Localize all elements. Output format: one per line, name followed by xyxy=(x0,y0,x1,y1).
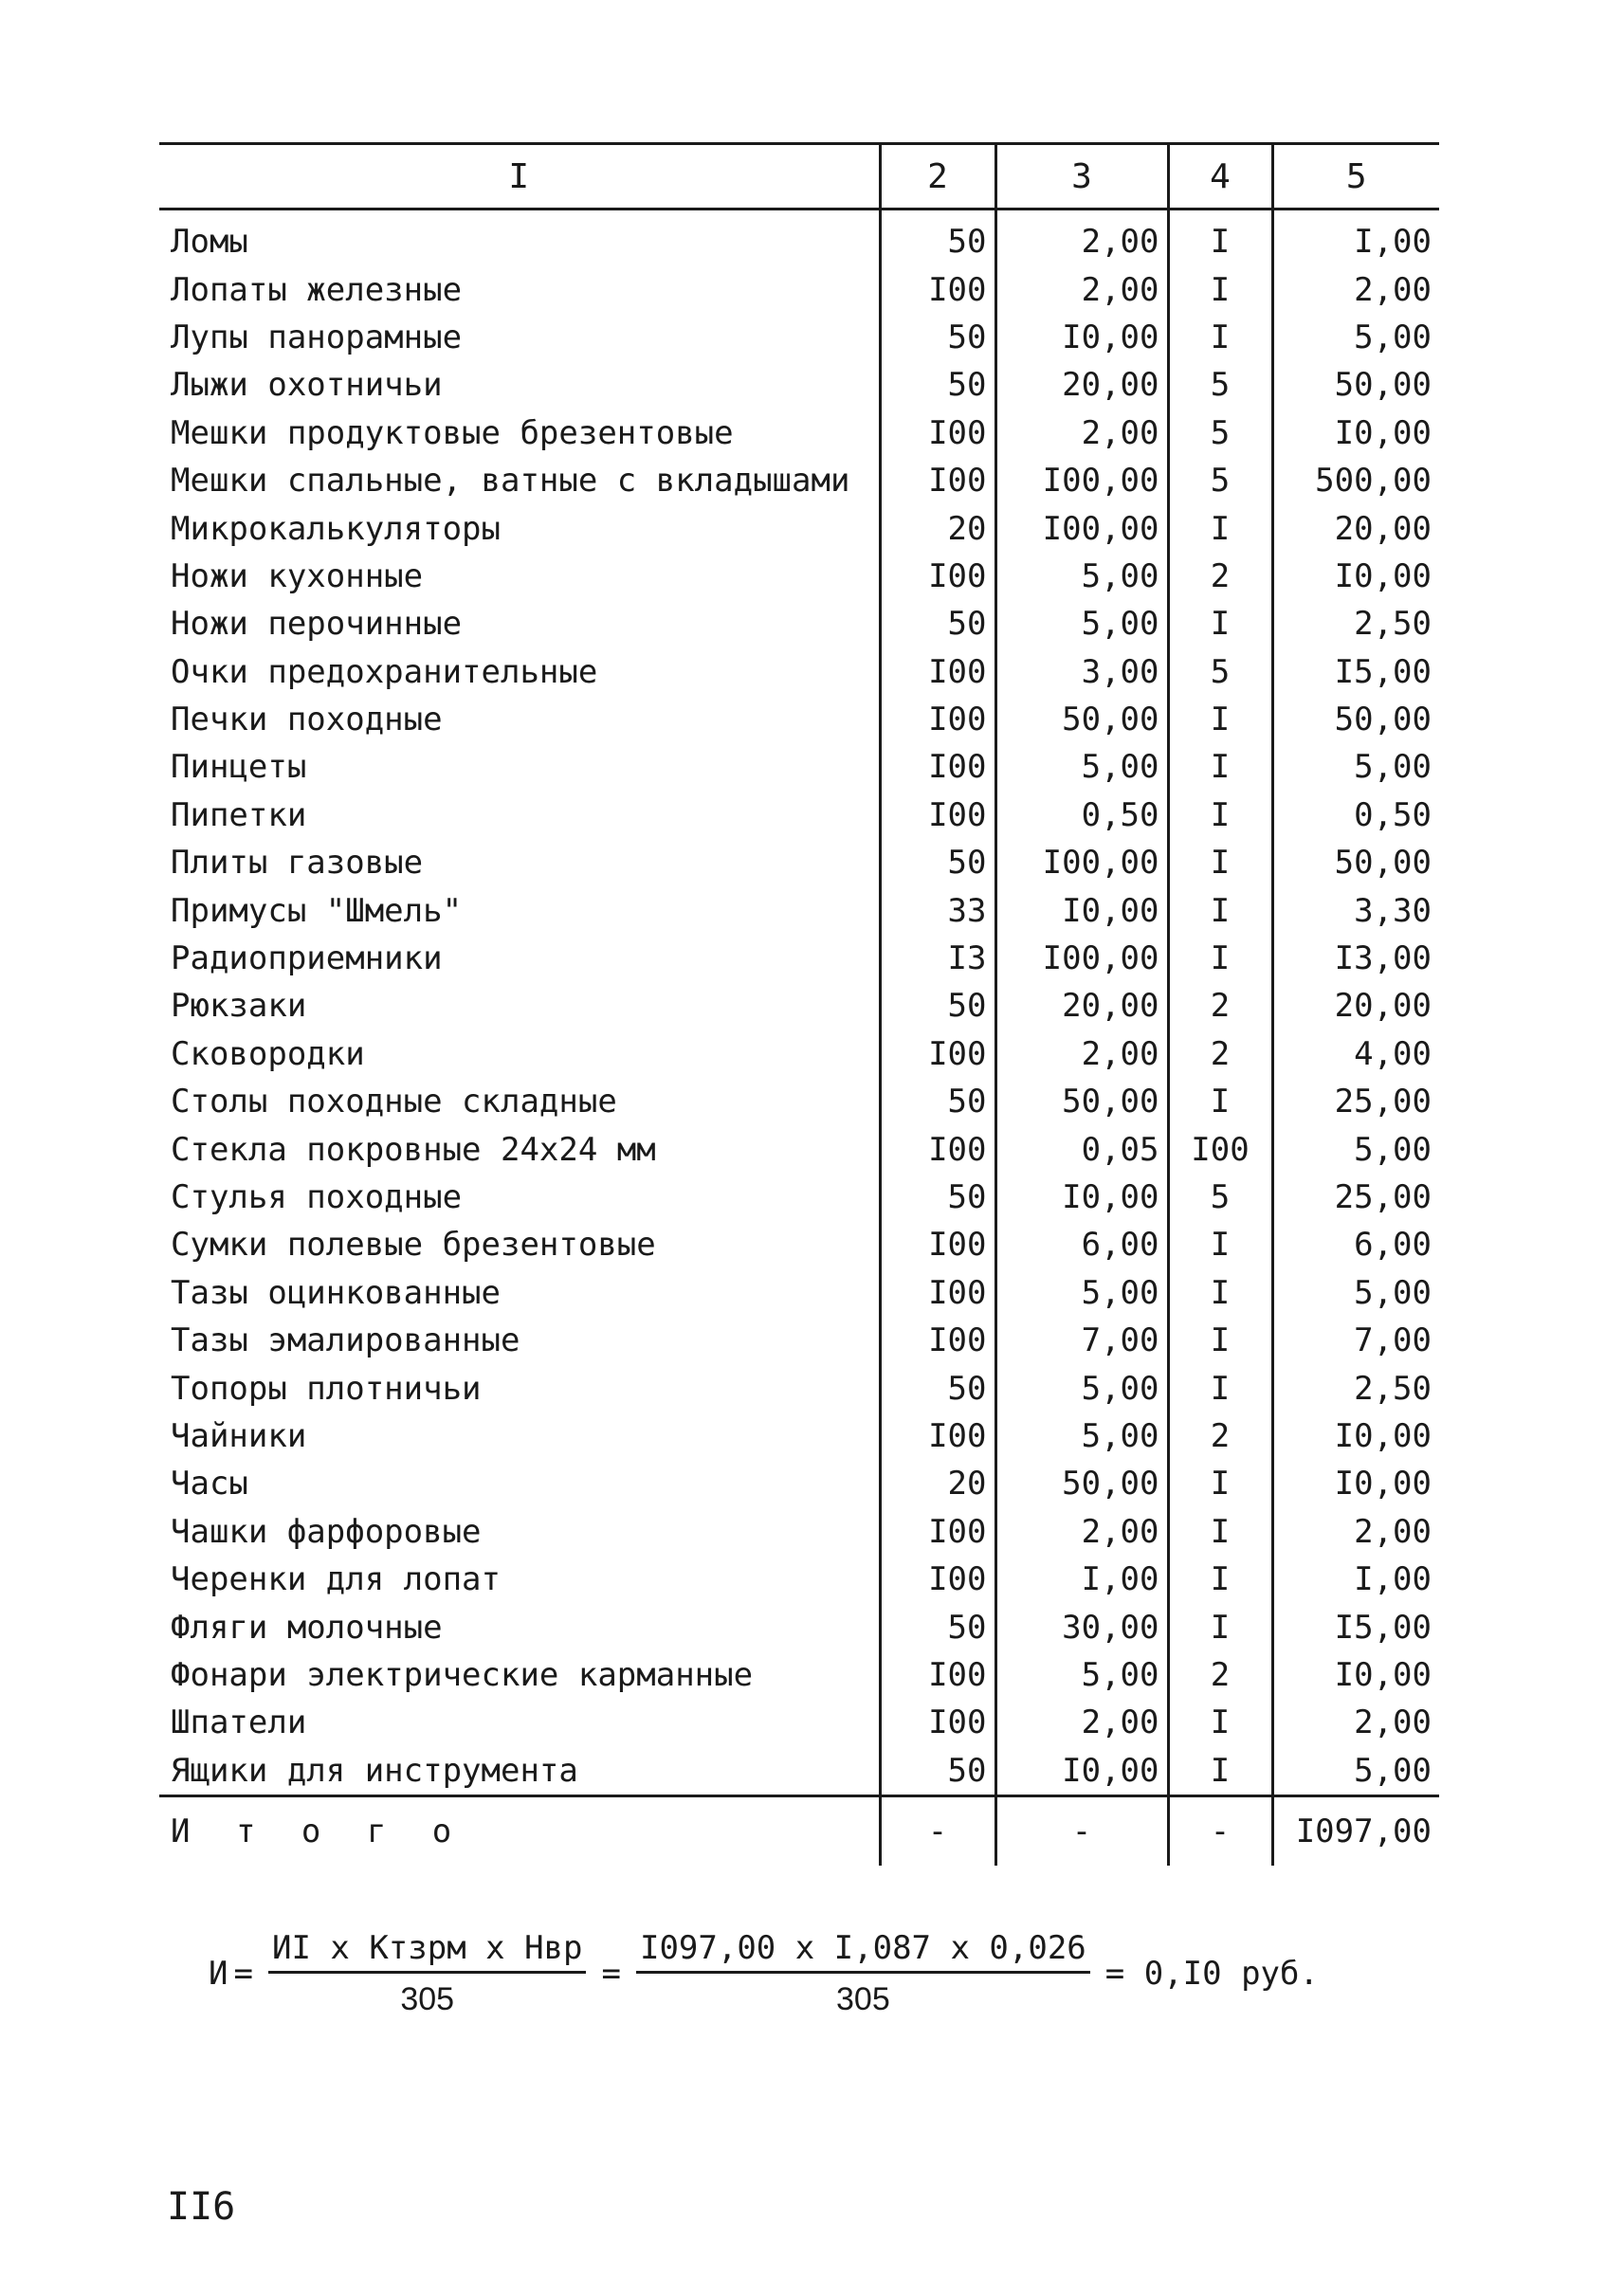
table-row xyxy=(159,1460,1439,1507)
item-name-cell: Ножи кухонные xyxy=(171,556,424,595)
amount-cell: I0,00 xyxy=(1272,1460,1439,1507)
quantity-cell: 20 xyxy=(880,1460,995,1507)
price-cell: 20,00 xyxy=(995,982,1168,1030)
amount-cell: 50,00 xyxy=(1272,361,1439,409)
table-row xyxy=(159,1508,1439,1556)
page-number: II6 xyxy=(167,2185,236,2229)
item-name-cell: Лопаты железные xyxy=(171,270,463,309)
formula-equals: = xyxy=(601,1955,621,1993)
quantity-cell: I00 xyxy=(880,553,995,600)
amount-cell: 2,50 xyxy=(1272,600,1439,647)
price-cell: 30,00 xyxy=(995,1603,1168,1650)
quantity-cell: I00 xyxy=(880,792,995,839)
price-cell: 2,00 xyxy=(995,1508,1168,1556)
quantity-cell: I00 xyxy=(880,648,995,696)
amount-cell: 6,00 xyxy=(1272,1221,1439,1268)
item-name-cell: Часы xyxy=(171,1465,248,1503)
price-cell: 5,00 xyxy=(995,1269,1168,1317)
cost-formula xyxy=(209,1929,1324,2018)
price-cell: 2,00 xyxy=(995,410,1168,457)
quantity-cell: I00 xyxy=(880,1269,995,1317)
count-cell: I xyxy=(1168,600,1272,647)
amount-cell: 5,00 xyxy=(1272,314,1439,361)
item-name-cell: Ломы xyxy=(171,223,248,262)
count-cell: I xyxy=(1168,314,1272,361)
item-name-cell: Черенки для лопат xyxy=(171,1560,501,1599)
amount-cell: 50,00 xyxy=(1272,839,1439,886)
count-cell: 5 xyxy=(1168,457,1272,504)
count-cell: I xyxy=(1168,1603,1272,1650)
price-cell: I,00 xyxy=(995,1556,1168,1603)
item-name-cell: Радиоприемники xyxy=(171,939,443,978)
table-row xyxy=(159,553,1439,600)
item-name-cell: Пипетки xyxy=(171,795,307,834)
count-cell: I xyxy=(1168,1460,1272,1507)
amount-cell: 2,00 xyxy=(1272,1508,1439,1556)
price-cell: 50,00 xyxy=(995,1078,1168,1125)
amount-cell: 5,00 xyxy=(1272,1125,1439,1173)
amount-cell: 2,50 xyxy=(1272,1364,1439,1412)
fraction-denominator: 305 xyxy=(836,1981,890,2017)
count-cell: I xyxy=(1168,1556,1272,1603)
quantity-cell: I00 xyxy=(880,1556,995,1603)
count-cell: I00 xyxy=(1168,1125,1272,1173)
total-amount: I097,00 xyxy=(1272,1795,1439,1866)
quantity-cell: 50 xyxy=(880,314,995,361)
amount-cell: 2,00 xyxy=(1272,1699,1439,1746)
count-cell: 2 xyxy=(1168,1651,1272,1699)
quantity-cell: I00 xyxy=(880,410,995,457)
formula-equals: = xyxy=(233,1955,253,1993)
table-row xyxy=(159,1651,1439,1699)
price-cell: 5,00 xyxy=(995,1651,1168,1699)
table-header xyxy=(159,144,1439,210)
quantity-cell: I00 xyxy=(880,1317,995,1364)
formula-fraction-numeric xyxy=(636,1929,1090,2018)
quantity-cell: 50 xyxy=(880,361,995,409)
table-row xyxy=(159,743,1439,791)
amount-cell: 2,00 xyxy=(1272,265,1439,313)
count-cell: I xyxy=(1168,839,1272,886)
count-cell: I xyxy=(1168,1078,1272,1125)
quantity-cell: I00 xyxy=(880,696,995,743)
total-row xyxy=(159,1795,1439,1866)
item-name-cell: Плиты газовые xyxy=(171,844,424,883)
quantity-cell: 33 xyxy=(880,886,995,934)
price-cell: I00,00 xyxy=(995,935,1168,982)
item-name-cell: Ящики для инструмента xyxy=(171,1751,578,1790)
count-cell: 2 xyxy=(1168,1030,1272,1078)
table-row xyxy=(159,982,1439,1030)
amount-cell: I0,00 xyxy=(1272,553,1439,600)
price-cell: 5,00 xyxy=(995,1412,1168,1460)
amount-cell: I,00 xyxy=(1272,1556,1439,1603)
table-row xyxy=(159,265,1439,313)
quantity-cell: I3 xyxy=(880,935,995,982)
price-cell: I0,00 xyxy=(995,314,1168,361)
amount-cell: 0,50 xyxy=(1272,792,1439,839)
count-cell: 5 xyxy=(1168,1174,1272,1221)
count-cell: I xyxy=(1168,265,1272,313)
item-name-cell: Ножи перочинные xyxy=(171,605,463,644)
quantity-cell: 50 xyxy=(880,1603,995,1650)
price-cell: 50,00 xyxy=(995,1460,1168,1507)
table-row xyxy=(159,504,1439,552)
item-name-cell: Печки походные xyxy=(171,701,443,739)
table-row xyxy=(159,648,1439,696)
quantity-cell: 50 xyxy=(880,1364,995,1412)
price-cell: 3,00 xyxy=(995,648,1168,696)
table-row xyxy=(159,1699,1439,1746)
amount-cell: 25,00 xyxy=(1272,1078,1439,1125)
price-cell: 2,00 xyxy=(995,1699,1168,1746)
table-row xyxy=(159,1317,1439,1364)
count-cell: 2 xyxy=(1168,553,1272,600)
total-count: - xyxy=(1168,1795,1272,1866)
count-cell: 5 xyxy=(1168,361,1272,409)
amount-cell: I3,00 xyxy=(1272,935,1439,982)
table-footer xyxy=(159,1795,1439,1866)
amount-cell: 20,00 xyxy=(1272,504,1439,552)
price-cell: 2,00 xyxy=(995,265,1168,313)
item-name-cell: Чашки фарфоровые xyxy=(171,1512,482,1551)
quantity-cell: 20 xyxy=(880,504,995,552)
count-cell: I xyxy=(1168,210,1272,266)
item-name-cell: Тазы эмалированные xyxy=(171,1321,520,1360)
count-cell: I xyxy=(1168,743,1272,791)
header-row xyxy=(159,144,1439,210)
count-cell: I xyxy=(1168,792,1272,839)
item-name-cell: Примусы "Шмель" xyxy=(171,891,463,930)
amount-cell: 500,00 xyxy=(1272,457,1439,504)
price-cell: I0,00 xyxy=(995,1747,1168,1796)
count-cell: I xyxy=(1168,1269,1272,1317)
amount-cell: 5,00 xyxy=(1272,743,1439,791)
table-row xyxy=(159,210,1439,266)
item-name-cell: Пинцеты xyxy=(171,748,307,787)
count-cell: I xyxy=(1168,1508,1272,1556)
price-cell: 0,50 xyxy=(995,792,1168,839)
count-cell: 5 xyxy=(1168,410,1272,457)
amount-cell: I0,00 xyxy=(1272,1412,1439,1460)
quantity-cell: 50 xyxy=(880,1747,995,1796)
table-row xyxy=(159,410,1439,457)
table-row xyxy=(159,696,1439,743)
count-cell: I xyxy=(1168,1317,1272,1364)
count-cell: I xyxy=(1168,504,1272,552)
table-row xyxy=(159,1030,1439,1078)
price-cell: 20,00 xyxy=(995,361,1168,409)
table-row xyxy=(159,1603,1439,1650)
item-name-cell: Чайники xyxy=(171,1416,307,1455)
table-row xyxy=(159,1556,1439,1603)
amount-cell: 3,30 xyxy=(1272,886,1439,934)
quantity-cell: I00 xyxy=(880,1221,995,1268)
price-cell: 2,00 xyxy=(995,210,1168,266)
column-header-3: 3 xyxy=(995,144,1168,210)
price-cell: 0,05 xyxy=(995,1125,1168,1173)
quantity-cell: 50 xyxy=(880,1078,995,1125)
table-row xyxy=(159,600,1439,647)
table-row xyxy=(159,1269,1439,1317)
price-cell: 5,00 xyxy=(995,553,1168,600)
table-row xyxy=(159,886,1439,934)
item-name-cell: Сумки полевые брезентовые xyxy=(171,1226,656,1265)
amount-cell: 5,00 xyxy=(1272,1747,1439,1796)
table-body xyxy=(159,210,1439,1796)
fraction-numerator: I097,00 х I,087 х 0,026 xyxy=(636,1929,1090,1974)
item-name-cell: Фонари электрические карманные xyxy=(171,1655,754,1694)
item-name-cell: Столы походные складные xyxy=(171,1083,617,1121)
quantity-cell: I00 xyxy=(880,1125,995,1173)
quantity-cell: I00 xyxy=(880,457,995,504)
table-row xyxy=(159,935,1439,982)
quantity-cell: 50 xyxy=(880,600,995,647)
table-row xyxy=(159,1125,1439,1173)
amount-cell: 5,00 xyxy=(1272,1269,1439,1317)
column-header-1: I xyxy=(159,144,880,210)
amount-cell: 20,00 xyxy=(1272,982,1439,1030)
table-row xyxy=(159,361,1439,409)
amount-cell: 50,00 xyxy=(1272,696,1439,743)
price-cell: 5,00 xyxy=(995,743,1168,791)
amount-cell: I0,00 xyxy=(1272,1651,1439,1699)
price-cell: I0,00 xyxy=(995,886,1168,934)
table-row xyxy=(159,839,1439,886)
fraction-denominator: 305 xyxy=(400,1981,455,2017)
formula-fraction-symbolic xyxy=(268,1929,587,2018)
count-cell: I xyxy=(1168,1221,1272,1268)
count-cell: I xyxy=(1168,935,1272,982)
item-name-cell: Стекла покровные 24х24 мм xyxy=(171,1130,656,1169)
amount-cell: 4,00 xyxy=(1272,1030,1439,1078)
quantity-cell: I00 xyxy=(880,743,995,791)
item-name-cell: Мешки продуктовые брезентовые xyxy=(171,413,734,452)
price-cell: 6,00 xyxy=(995,1221,1168,1268)
count-cell: I xyxy=(1168,1747,1272,1796)
total-label: И т о г о xyxy=(159,1795,880,1866)
quantity-cell: 50 xyxy=(880,839,995,886)
price-cell: I00,00 xyxy=(995,839,1168,886)
price-cell: 7,00 xyxy=(995,1317,1168,1364)
quantity-cell: I00 xyxy=(880,1651,995,1699)
item-name-cell: Лыжи охотничьи xyxy=(171,366,443,405)
table-row xyxy=(159,314,1439,361)
amount-cell: I5,00 xyxy=(1272,648,1439,696)
total-quantity: - xyxy=(880,1795,995,1866)
table-row xyxy=(159,1364,1439,1412)
count-cell: I xyxy=(1168,696,1272,743)
item-name-cell: Лупы панорамные xyxy=(171,318,463,356)
quantity-cell: I00 xyxy=(880,265,995,313)
count-cell: I xyxy=(1168,886,1272,934)
quantity-cell: I00 xyxy=(880,1412,995,1460)
equipment-cost-table xyxy=(159,142,1439,1866)
quantity-cell: I00 xyxy=(880,1030,995,1078)
table-row xyxy=(159,1221,1439,1268)
item-name-cell: Стулья походные xyxy=(171,1178,463,1216)
amount-cell: I5,00 xyxy=(1272,1603,1439,1650)
count-cell: 5 xyxy=(1168,648,1272,696)
quantity-cell: I00 xyxy=(880,1699,995,1746)
price-cell: 50,00 xyxy=(995,696,1168,743)
table-row xyxy=(159,1412,1439,1460)
price-cell: I00,00 xyxy=(995,504,1168,552)
price-cell: 5,00 xyxy=(995,600,1168,647)
price-cell: 2,00 xyxy=(995,1030,1168,1078)
table-row xyxy=(159,457,1439,504)
item-name-cell: Шпатели xyxy=(171,1704,307,1742)
table-row xyxy=(159,792,1439,839)
item-name-cell: Фляги молочные xyxy=(171,1608,443,1647)
count-cell: I xyxy=(1168,1699,1272,1746)
total-price: - xyxy=(995,1795,1168,1866)
price-cell: 5,00 xyxy=(995,1364,1168,1412)
item-name-cell: Рюкзаки xyxy=(171,987,307,1026)
price-cell: I00,00 xyxy=(995,457,1168,504)
column-header-5: 5 xyxy=(1272,144,1439,210)
quantity-cell: 50 xyxy=(880,210,995,266)
column-header-2: 2 xyxy=(880,144,995,210)
table-row xyxy=(159,1174,1439,1221)
count-cell: 2 xyxy=(1168,982,1272,1030)
item-name-cell: Топоры плотничьи xyxy=(171,1369,482,1408)
amount-cell: I0,00 xyxy=(1272,410,1439,457)
amount-cell: 7,00 xyxy=(1272,1317,1439,1364)
formula-result: = 0,I0 руб. xyxy=(1104,1955,1319,1993)
column-header-4: 4 xyxy=(1168,144,1272,210)
fraction-numerator: ИI х Ктзрм х Нвр xyxy=(268,1929,587,1974)
item-name-cell: Очки предохранительные xyxy=(171,652,598,691)
table-row xyxy=(159,1747,1439,1796)
table-row xyxy=(159,1078,1439,1125)
quantity-cell: 50 xyxy=(880,1174,995,1221)
formula-lhs: И xyxy=(209,1955,228,1993)
price-cell: I0,00 xyxy=(995,1174,1168,1221)
item-name-cell: Тазы оцинкованные xyxy=(171,1273,501,1312)
count-cell: I xyxy=(1168,1364,1272,1412)
amount-cell: 25,00 xyxy=(1272,1174,1439,1221)
quantity-cell: 50 xyxy=(880,982,995,1030)
amount-cell: I,00 xyxy=(1272,210,1439,266)
quantity-cell: I00 xyxy=(880,1508,995,1556)
item-name-cell: Мешки спальные, ватные с вкладышами xyxy=(171,462,850,501)
count-cell: 2 xyxy=(1168,1412,1272,1460)
item-name-cell: Микрокалькуляторы xyxy=(171,509,501,548)
item-name-cell: Сковородки xyxy=(171,1034,365,1073)
